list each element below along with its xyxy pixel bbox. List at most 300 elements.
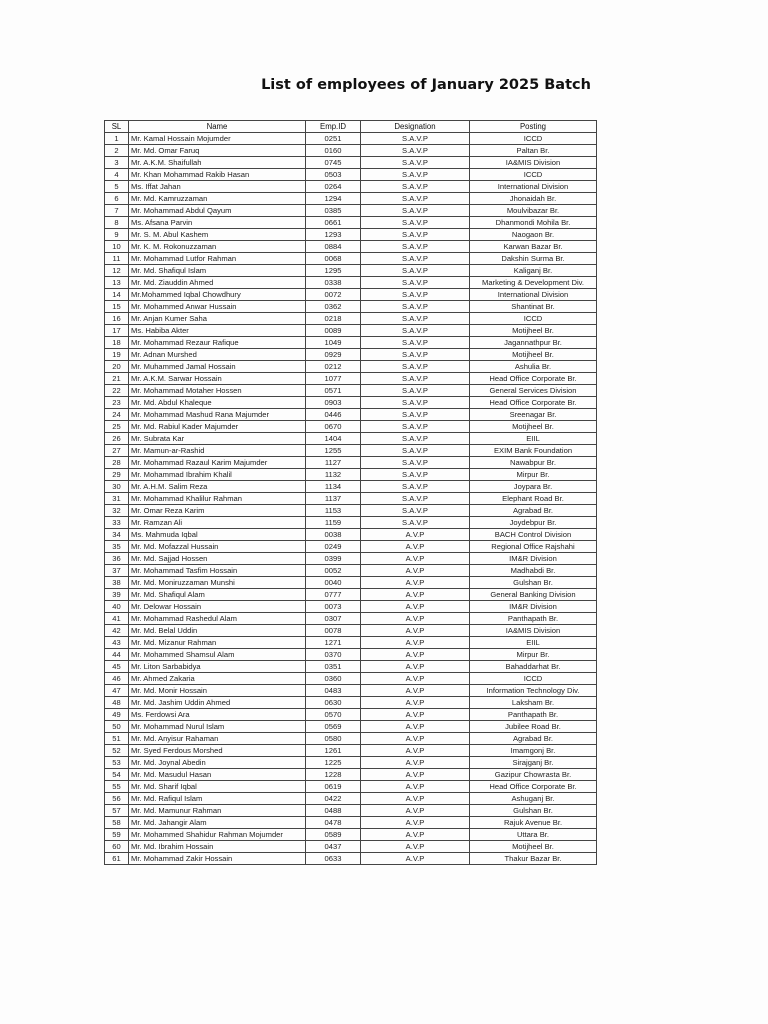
cell-name: Mr. Md. Monir Hossain [129,685,306,697]
cell-emp-id: 0483 [306,685,361,697]
table-row [105,301,597,313]
table-row [105,853,597,865]
cell-sl: 10 [105,241,129,253]
cell-sl: 2 [105,145,129,157]
cell-designation: A.V.P [361,577,470,589]
table-row [105,637,597,649]
cell-emp-id: 0212 [306,361,361,373]
cell-designation: A.V.P [361,817,470,829]
cell-emp-id: 0630 [306,697,361,709]
cell-name: Mr. Mohammad Tasfim Hossain [129,565,306,577]
cell-emp-id: 1271 [306,637,361,649]
cell-posting: General Banking Division [470,589,597,601]
cell-name: Mr. Delowar Hossain [129,601,306,613]
table-row [105,133,597,145]
table-row [105,541,597,553]
cell-emp-id: 1127 [306,457,361,469]
cell-name: Mr. A.K.M. Sarwar Hossain [129,373,306,385]
cell-posting: IM&R Division [470,553,597,565]
cell-name: Mr. S. M. Abul Kashem [129,229,306,241]
column-header-sl: SL [105,121,129,133]
table-row [105,529,597,541]
cell-name: Mr. Md. Masudul Hasan [129,769,306,781]
cell-name: Mr. Ramzan Ali [129,517,306,529]
cell-sl: 53 [105,757,129,769]
cell-posting: Jagannathpur Br. [470,337,597,349]
table-row [105,721,597,733]
cell-designation: A.V.P [361,793,470,805]
cell-emp-id: 0569 [306,721,361,733]
cell-designation: S.A.V.P [361,325,470,337]
cell-sl: 34 [105,529,129,541]
cell-name: Mr. Md. Abdul Khaleque [129,397,306,409]
cell-name: Mr. Ahmed Zakaria [129,673,306,685]
cell-emp-id: 0351 [306,661,361,673]
table-row [105,517,597,529]
cell-name: Mr. Mohammad Motaher Hossen [129,385,306,397]
cell-sl: 61 [105,853,129,865]
cell-sl: 60 [105,841,129,853]
cell-sl: 4 [105,169,129,181]
table-row [105,769,597,781]
employee-table [104,120,597,865]
table-row [105,505,597,517]
table-row [105,265,597,277]
cell-posting: Motijheel Br. [470,349,597,361]
table-row [105,145,597,157]
cell-emp-id: 0218 [306,313,361,325]
table-row [105,361,597,373]
cell-posting: Motijheel Br. [470,325,597,337]
cell-designation: S.A.V.P [361,145,470,157]
cell-name: Mr. Md. Anyisur Rahaman [129,733,306,745]
table-row [105,649,597,661]
cell-posting: Shantinat Br. [470,301,597,313]
cell-posting: Agrabad Br. [470,733,597,745]
cell-emp-id: 0038 [306,529,361,541]
cell-posting: Head Office Corporate Br. [470,781,597,793]
cell-name: Mr. Subrata Kar [129,433,306,445]
cell-posting: Madhabdi Br. [470,565,597,577]
cell-name: Mr. Mohammad Rashedul Alam [129,613,306,625]
table-row [105,709,597,721]
cell-sl: 42 [105,625,129,637]
cell-designation: S.A.V.P [361,337,470,349]
table-row [105,781,597,793]
table-row [105,337,597,349]
cell-name: Mr. Mohammed Shahidur Rahman Mojumder [129,829,306,841]
cell-emp-id: 0089 [306,325,361,337]
cell-sl: 18 [105,337,129,349]
cell-name: Mr. Md. Joynal Abedin [129,757,306,769]
cell-designation: S.A.V.P [361,493,470,505]
column-header-emp-id: Emp.ID [306,121,361,133]
cell-name: Mr. Anjan Kumer Saha [129,313,306,325]
cell-sl: 30 [105,481,129,493]
cell-posting: Gulshan Br. [470,577,597,589]
cell-posting: Elephant Road Br. [470,493,597,505]
table-row [105,625,597,637]
cell-posting: Nawabpur Br. [470,457,597,469]
cell-sl: 27 [105,445,129,457]
cell-emp-id: 0073 [306,601,361,613]
cell-emp-id: 0360 [306,673,361,685]
cell-name: Mr. Md. Sharif Iqbal [129,781,306,793]
cell-designation: A.V.P [361,661,470,673]
cell-sl: 5 [105,181,129,193]
cell-designation: A.V.P [361,757,470,769]
cell-sl: 46 [105,673,129,685]
cell-posting: ICCD [470,673,597,685]
cell-name: Mr. Mohammad Khalilur Rahman [129,493,306,505]
cell-sl: 26 [105,433,129,445]
cell-emp-id: 1134 [306,481,361,493]
table-row [105,469,597,481]
cell-sl: 22 [105,385,129,397]
cell-designation: S.A.V.P [361,361,470,373]
cell-name: Ms. Iffat Jahan [129,181,306,193]
cell-designation: S.A.V.P [361,181,470,193]
cell-designation: A.V.P [361,709,470,721]
cell-designation: A.V.P [361,613,470,625]
cell-sl: 7 [105,205,129,217]
table-row [105,481,597,493]
cell-designation: S.A.V.P [361,157,470,169]
cell-name: Mr. Mohammad Mashud Rana Majumder [129,409,306,421]
cell-emp-id: 0362 [306,301,361,313]
cell-posting: Head Office Corporate Br. [470,397,597,409]
cell-sl: 29 [105,469,129,481]
cell-posting: Uttara Br. [470,829,597,841]
cell-posting: EIIL [470,637,597,649]
cell-designation: A.V.P [361,637,470,649]
cell-emp-id: 1132 [306,469,361,481]
cell-posting: Gazipur Chowrasta Br. [470,769,597,781]
cell-name: Mr. Md. Sajjad Hossen [129,553,306,565]
cell-sl: 56 [105,793,129,805]
cell-posting: Sirajganj Br. [470,757,597,769]
cell-sl: 44 [105,649,129,661]
cell-emp-id: 0399 [306,553,361,565]
cell-sl: 54 [105,769,129,781]
cell-sl: 15 [105,301,129,313]
cell-sl: 58 [105,817,129,829]
table-row [105,793,597,805]
cell-posting: Laksham Br. [470,697,597,709]
cell-designation: A.V.P [361,733,470,745]
table-row [105,841,597,853]
cell-emp-id: 1077 [306,373,361,385]
table-row [105,193,597,205]
cell-designation: S.A.V.P [361,373,470,385]
cell-designation: A.V.P [361,553,470,565]
table-header-row [105,121,597,133]
cell-name: Mr. Mohammad Rezaur Rafique [129,337,306,349]
cell-name: Mr. Khan Mohammad Rakib Hasan [129,169,306,181]
cell-name: Mr. Mohammed Anwar Hussain [129,301,306,313]
cell-sl: 8 [105,217,129,229]
cell-designation: A.V.P [361,829,470,841]
cell-name: Mr. Md. Jashim Uddin Ahmed [129,697,306,709]
cell-designation: S.A.V.P [361,193,470,205]
cell-name: Mr. Mohammad Zakir Hossain [129,853,306,865]
cell-name: Mr. Mohammed Shamsul Alam [129,649,306,661]
cell-designation: A.V.P [361,673,470,685]
cell-sl: 9 [105,229,129,241]
cell-name: Mr. A.H.M. Salim Reza [129,481,306,493]
cell-emp-id: 0385 [306,205,361,217]
cell-designation: S.A.V.P [361,505,470,517]
table-row [105,685,597,697]
cell-emp-id: 0589 [306,829,361,841]
cell-posting: Mirpur Br. [470,469,597,481]
cell-posting: Head Office Corporate Br. [470,373,597,385]
table-row [105,457,597,469]
cell-name: Mr. Md. Kamruzzaman [129,193,306,205]
cell-sl: 49 [105,709,129,721]
cell-emp-id: 0446 [306,409,361,421]
cell-emp-id: 0437 [306,841,361,853]
table-row [105,745,597,757]
cell-sl: 23 [105,397,129,409]
cell-posting: IM&R Division [470,601,597,613]
cell-designation: A.V.P [361,745,470,757]
cell-emp-id: 0884 [306,241,361,253]
table-row [105,757,597,769]
cell-designation: A.V.P [361,841,470,853]
table-row [105,673,597,685]
cell-name: Ms. Ferdowsi Ara [129,709,306,721]
cell-posting: Motijheel Br. [470,841,597,853]
cell-emp-id: 1153 [306,505,361,517]
cell-name: Mr. Md. Shafiqul Alam [129,589,306,601]
table-row [105,661,597,673]
cell-posting: EIIL [470,433,597,445]
cell-emp-id: 0777 [306,589,361,601]
table-row [105,421,597,433]
cell-name: Mr. Md. Mamunur Rahman [129,805,306,817]
cell-designation: A.V.P [361,685,470,697]
cell-emp-id: 0068 [306,253,361,265]
cell-emp-id: 1159 [306,517,361,529]
cell-designation: S.A.V.P [361,445,470,457]
cell-sl: 24 [105,409,129,421]
table-row [105,553,597,565]
cell-name: Mr. Md. Belal Uddin [129,625,306,637]
cell-posting: Dhanmondi Mohila Br. [470,217,597,229]
cell-name: Mr. Omar Reza Karim [129,505,306,517]
cell-designation: S.A.V.P [361,265,470,277]
cell-posting: Jubilee Road Br. [470,721,597,733]
cell-designation: S.A.V.P [361,517,470,529]
cell-emp-id: 0580 [306,733,361,745]
table-row [105,565,597,577]
cell-sl: 32 [105,505,129,517]
cell-name: Mr. Md. Moniruzzaman Munshi [129,577,306,589]
cell-sl: 45 [105,661,129,673]
cell-emp-id: 0745 [306,157,361,169]
cell-emp-id: 0040 [306,577,361,589]
cell-posting: Joydebpur Br. [470,517,597,529]
cell-name: Ms. Afsana Parvin [129,217,306,229]
cell-sl: 31 [105,493,129,505]
cell-emp-id: 0249 [306,541,361,553]
cell-sl: 48 [105,697,129,709]
cell-emp-id: 0633 [306,853,361,865]
cell-sl: 50 [105,721,129,733]
cell-posting: Moulvibazar Br. [470,205,597,217]
cell-designation: A.V.P [361,649,470,661]
cell-sl: 1 [105,133,129,145]
cell-name: Mr. Kamal Hossain Mojumder [129,133,306,145]
cell-emp-id: 1261 [306,745,361,757]
cell-designation: S.A.V.P [361,169,470,181]
cell-name: Mr. Md. Jahangir Alam [129,817,306,829]
cell-name: Mr.Mohammed Iqbal Chowdhury [129,289,306,301]
cell-designation: S.A.V.P [361,289,470,301]
table-row [105,733,597,745]
cell-sl: 59 [105,829,129,841]
table-row [105,229,597,241]
table-row [105,373,597,385]
cell-sl: 55 [105,781,129,793]
cell-sl: 12 [105,265,129,277]
cell-name: Mr. Mohammad Abdul Qayum [129,205,306,217]
cell-sl: 40 [105,601,129,613]
cell-posting: Mirpur Br. [470,649,597,661]
cell-posting: Agrabad Br. [470,505,597,517]
table-row [105,169,597,181]
table-row [105,205,597,217]
cell-sl: 20 [105,361,129,373]
table-row [105,697,597,709]
cell-designation: S.A.V.P [361,397,470,409]
cell-sl: 16 [105,313,129,325]
cell-sl: 52 [105,745,129,757]
cell-emp-id: 1295 [306,265,361,277]
table-row [105,805,597,817]
cell-designation: A.V.P [361,601,470,613]
cell-emp-id: 0661 [306,217,361,229]
cell-designation: S.A.V.P [361,469,470,481]
cell-emp-id: 1404 [306,433,361,445]
table-row [105,829,597,841]
cell-designation: A.V.P [361,589,470,601]
cell-name: Mr. Syed Ferdous Morshed [129,745,306,757]
cell-name: Mr. Adnan Murshed [129,349,306,361]
cell-emp-id: 0619 [306,781,361,793]
cell-name: Mr. A.K.M. Shaifullah [129,157,306,169]
cell-posting: Imamgonj Br. [470,745,597,757]
cell-sl: 14 [105,289,129,301]
cell-sl: 28 [105,457,129,469]
cell-name: Mr. Liton Sarbabidya [129,661,306,673]
cell-posting: Sreenagar Br. [470,409,597,421]
column-header-designation: Designation [361,121,470,133]
cell-posting: EXIM Bank Foundation [470,445,597,457]
table-row [105,253,597,265]
cell-designation: S.A.V.P [361,241,470,253]
cell-name: Mr. Mamun-ar-Rashid [129,445,306,457]
table-row [105,181,597,193]
cell-designation: S.A.V.P [361,229,470,241]
cell-designation: S.A.V.P [361,433,470,445]
cell-emp-id: 0307 [306,613,361,625]
document-title: List of employees of January 2025 Batch [261,77,591,93]
cell-sl: 41 [105,613,129,625]
cell-posting: IA&MIS Division [470,625,597,637]
cell-posting: Rajuk Avenue Br. [470,817,597,829]
cell-posting: Motijheel Br. [470,421,597,433]
cell-emp-id: 1049 [306,337,361,349]
table-row [105,349,597,361]
cell-posting: Dakshin Surma Br. [470,253,597,265]
cell-posting: Joypara Br. [470,481,597,493]
cell-posting: Karwan Bazar Br. [470,241,597,253]
cell-emp-id: 0929 [306,349,361,361]
cell-name: Mr. Md. Mofazzal Hussain [129,541,306,553]
table-row [105,157,597,169]
cell-name: Mr. Md. Shafiqul Islam [129,265,306,277]
cell-posting: Thakur Bazar Br. [470,853,597,865]
cell-name: Mr. Md. Ibrahim Hossain [129,841,306,853]
cell-emp-id: 0571 [306,385,361,397]
cell-emp-id: 0251 [306,133,361,145]
cell-posting: Gulshan Br. [470,805,597,817]
cell-name: Ms. Habiba Akter [129,325,306,337]
cell-sl: 43 [105,637,129,649]
cell-posting: International Division [470,181,597,193]
cell-emp-id: 0670 [306,421,361,433]
cell-emp-id: 0503 [306,169,361,181]
table-row [105,493,597,505]
cell-posting: IA&MIS Division [470,157,597,169]
cell-emp-id: 0488 [306,805,361,817]
table-row [105,277,597,289]
cell-designation: S.A.V.P [361,349,470,361]
cell-designation: S.A.V.P [361,313,470,325]
cell-emp-id: 0072 [306,289,361,301]
cell-designation: A.V.P [361,565,470,577]
cell-emp-id: 0422 [306,793,361,805]
cell-sl: 33 [105,517,129,529]
table-row [105,817,597,829]
cell-sl: 38 [105,577,129,589]
cell-designation: A.V.P [361,853,470,865]
cell-name: Mr. Md. Mizanur Rahman [129,637,306,649]
cell-emp-id: 1137 [306,493,361,505]
cell-emp-id: 0478 [306,817,361,829]
cell-emp-id: 1225 [306,757,361,769]
cell-designation: S.A.V.P [361,217,470,229]
table-row [105,613,597,625]
cell-posting: Panthapath Br. [470,613,597,625]
cell-emp-id: 0338 [306,277,361,289]
cell-emp-id: 0078 [306,625,361,637]
cell-sl: 19 [105,349,129,361]
table-body [105,133,597,865]
table-row [105,313,597,325]
cell-name: Mr. Md. Rafiqul Islam [129,793,306,805]
table-row [105,325,597,337]
cell-designation: S.A.V.P [361,481,470,493]
table-row [105,445,597,457]
cell-designation: S.A.V.P [361,301,470,313]
cell-sl: 51 [105,733,129,745]
cell-designation: S.A.V.P [361,205,470,217]
cell-designation: S.A.V.P [361,277,470,289]
cell-designation: A.V.P [361,625,470,637]
